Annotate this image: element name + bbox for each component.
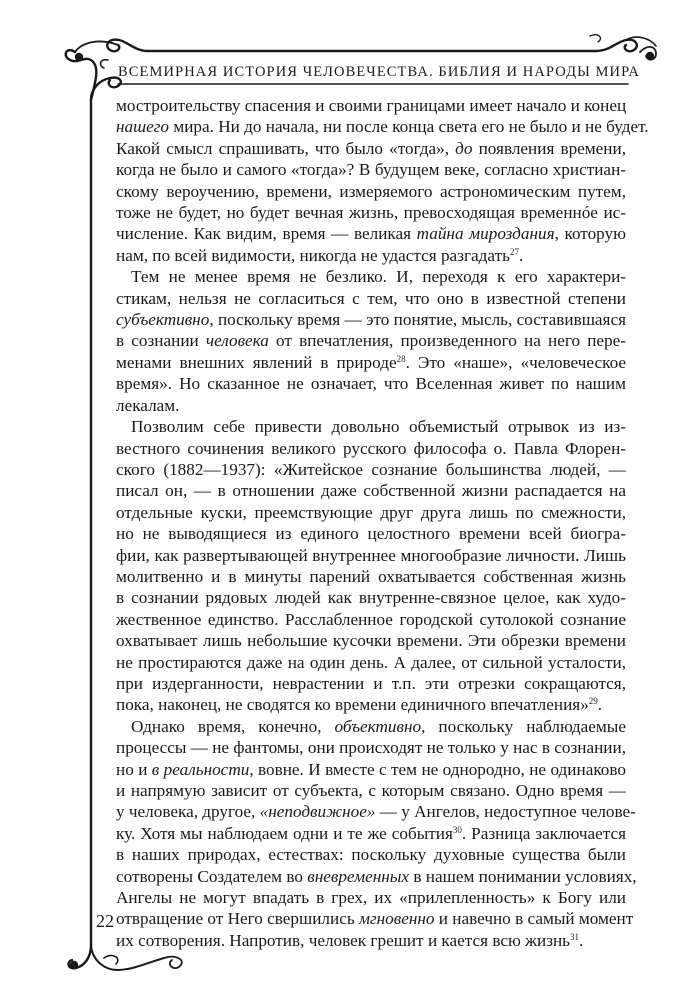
text-line: числение. Как видим, время — великая тайна мироздания, которую xyxy=(116,224,626,244)
text-line: у человека, другое, «неподвижное» — у Ангелов, недоступное челове- xyxy=(116,802,636,822)
italic-emphasis: человека xyxy=(205,331,269,351)
text-line: Ангелы не могут впадать в грех, их «прилепленность» к Богу или xyxy=(116,888,626,908)
text-line: жественное единство. Расслабленное городской сутолокой сознание xyxy=(116,609,626,629)
italic-emphasis: тайна мироздания xyxy=(416,224,555,244)
text-line: в сознании человека от впечатления, произведенного на него пере- xyxy=(116,331,626,351)
text-line: отдельные куски, преемствующие друг друга лишь по смежности, xyxy=(116,502,626,522)
text-line: лекалам. xyxy=(116,395,180,415)
text-line: ку. Хотя мы наблюдаем одни и те же события$^{30}$. Разница заключается xyxy=(116,823,626,843)
text-line: нам, по всей видимости, никогда не удастся разгадать$^{27}$. xyxy=(116,245,524,265)
main-text xyxy=(116,95,649,951)
footnote-ref[interactable]: 28 xyxy=(396,353,406,364)
text-line: процессы — не фантомы, они происходят не только у нас в сознании, xyxy=(116,738,626,758)
text-line: стикам, нельзя не согласиться с тем, что оно в известной степени xyxy=(116,288,626,308)
italic-emphasis: до xyxy=(455,138,473,158)
text-line: Позволим себе привести довольно объемистый отрывок из из- xyxy=(131,417,626,437)
text-line: время». Но сказанное не означает, что Вселенная живет по нашим xyxy=(116,374,626,394)
paragraph xyxy=(116,416,626,716)
page-number: 22 xyxy=(96,911,114,931)
text-line: скому вероучению, времени, измеряемого астрономическим путем, xyxy=(116,181,626,201)
text-line: пока, наконец, не сводятся ко времени единичного впечатления»$^{29}$. xyxy=(116,695,603,715)
text-line: вестного сочинения великого русского философа о. Павла Флорен- xyxy=(116,438,626,458)
text-line: при издерганности, неврастении и т.п. эти отрезки сокращаются, xyxy=(116,673,626,693)
text-line: отвращение от Него свершились мгновенно и навечно в самый момент xyxy=(116,909,634,929)
text-line: субъективно, поскольку время — это понятие, мысль, составившаяся xyxy=(116,310,626,330)
text-line: но и в реальности, вовне. И вместе с тем не однородно, не одинаково xyxy=(116,759,626,779)
text-line: Однако время, конечно, объективно, поскольку наблюдаемые xyxy=(131,716,626,736)
text-line: в наших природах, естествах: поскольку духовные существа были xyxy=(116,845,626,865)
flourish-top-right xyxy=(596,40,637,52)
italic-emphasis: в реальности xyxy=(151,759,250,779)
paragraph xyxy=(116,95,649,266)
text-line: нашего мира. Ни до начала, ни после конца света его не было и не будет. xyxy=(116,117,649,137)
text-line: Тем не менее время не безлико. И, переходя к его характери- xyxy=(131,267,626,287)
italic-emphasis: субъективно xyxy=(116,310,210,330)
footnote-ref[interactable]: 27 xyxy=(509,246,519,257)
footnote-ref[interactable]: 29 xyxy=(588,696,598,707)
text-line: мостроительству спасения и своими границами имеет начало и конец xyxy=(116,96,627,115)
paragraph xyxy=(116,716,637,951)
text-line: Какой смысл спрашивать, что было «тогда», до появления времени, xyxy=(116,138,626,158)
text-line: тоже не будет, но будет вечная жизнь, превосходящая временнóе ис- xyxy=(116,203,626,223)
text-line: не простираются даже на один день. А далее, от сильной усталости, xyxy=(116,652,626,672)
text-line: сотворены Создателем во вневременных в нашем понимании условиях, xyxy=(116,866,637,886)
text-line: их сотворения. Напротив, человек грешит и кается всю жизнь$^{31}$. xyxy=(116,930,584,950)
italic-emphasis: объективно xyxy=(334,716,422,736)
footnote-ref[interactable]: 30 xyxy=(452,824,462,835)
running-header: ВСЕМИРНАЯ ИСТОРИЯ ЧЕЛОВЕЧЕСТВА. БИБЛИЯ И НАРОДЫ МИРА xyxy=(118,64,640,80)
text-line: но не выводящиеся из единого целостного времени всей биогра- xyxy=(116,524,626,544)
text-line: менами внешних явлений в природе$^{28}$. Это «наше», «человеческое xyxy=(116,352,626,372)
italic-emphasis: мгновенно xyxy=(358,909,435,929)
italic-emphasis: «неподвижное» xyxy=(259,802,376,822)
text-line: молитвенно и в минуты парений охватывается собственная жизнь xyxy=(116,566,626,586)
text-line: когда не было и самого «тогда»? В будущем веке, согласно христиан- xyxy=(116,160,626,180)
italic-emphasis: вневременных xyxy=(307,866,410,886)
flourish-top-left xyxy=(107,40,148,52)
text-line: и напрямую зависит от субъекта, с которым связано. Одно время — xyxy=(116,781,626,800)
italic-emphasis: нашего xyxy=(116,117,170,137)
paragraph xyxy=(116,266,626,416)
text-line: в сознании рядовых людей как внутренне-связное целое, как худо- xyxy=(116,588,626,608)
text-line: ского (1882—1937): «Житейское сознание большинства людей, — xyxy=(116,459,626,479)
footnote-ref[interactable]: 31 xyxy=(570,931,580,942)
text-line: писал он, — в отношении даже собственной жизни распадается на xyxy=(116,481,626,501)
text-line: охватывает лишь небольшие кусочки времени. Эти обрезки времени xyxy=(116,631,626,651)
text-line: фии, как развертывающей внутреннее многообразие личности. Лишь xyxy=(116,545,626,565)
